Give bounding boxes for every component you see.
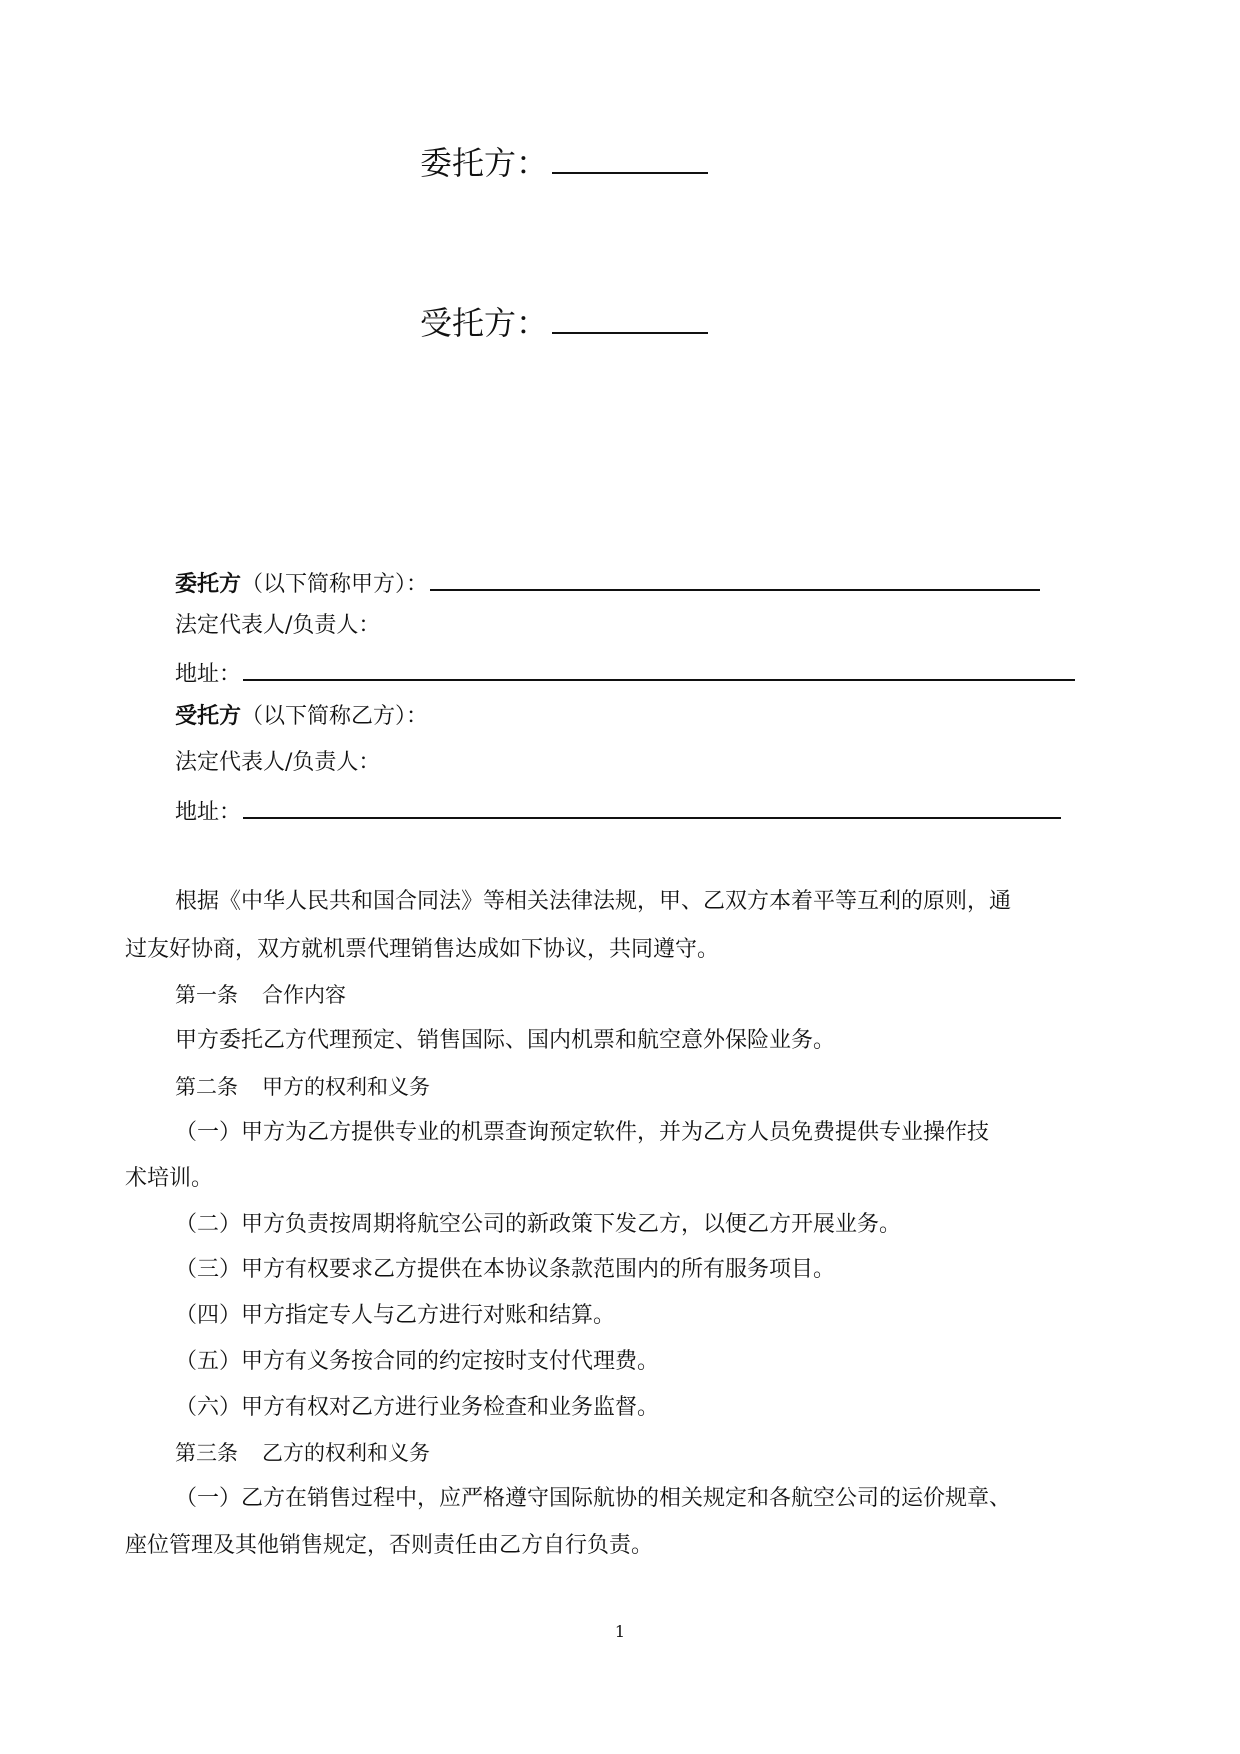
cover-principal-blank — [552, 144, 708, 174]
cover-agent-label: 受托方： — [420, 304, 549, 342]
article-2-number: 第二条 — [175, 1075, 238, 1099]
article-3-item-1-line-1: （一）乙方在销售过程中，应严格遵守国际航协的相关规定和各航空公司的运价规章、 — [175, 1486, 1012, 1511]
article-1-body: 甲方委托乙方代理预定、销售国际、国内机票和航空意外保险业务。 — [175, 1028, 836, 1053]
article-2-heading — [175, 1071, 430, 1103]
party-a-address-line — [175, 655, 1075, 691]
party-b-rep-label: 法定代表人/负责人： — [175, 750, 381, 775]
article-2-item-1-line-1: （一）甲方为乙方提供专业的机票查询预定软件，并为乙方人员免费提供专业操作技 — [175, 1120, 990, 1145]
cover-principal-label: 委托方： — [420, 144, 549, 182]
article-3-heading — [175, 1437, 430, 1469]
article-2-item-2: （二）甲方负责按周期将航空公司的新政策下发乙方，以便乙方开展业务。 — [175, 1212, 902, 1237]
article-1-number: 第一条 — [175, 983, 238, 1007]
party-a-rep-label: 法定代表人/负责人： — [175, 613, 381, 638]
party-b-rep-line — [175, 747, 380, 779]
party-a-address-label: 地址： — [175, 662, 242, 687]
cover-principal-field — [420, 143, 708, 183]
party-b-bold-label: 受托方 — [175, 703, 242, 729]
article-3-number: 第三条 — [175, 1441, 238, 1465]
party-a-line — [175, 565, 1040, 601]
article-1-title: 合作内容 — [262, 983, 346, 1007]
party-a-address-blank — [243, 655, 1075, 681]
party-b-address-label: 地址： — [175, 800, 242, 825]
party-b-label-rest: （以下简称乙方）： — [241, 704, 429, 729]
article-2-item-1-line-2: 术培训。 — [125, 1166, 214, 1191]
article-2-item-5: （五）甲方有义务按合同的约定按时支付代理费。 — [175, 1349, 660, 1374]
party-a-rep-line — [175, 610, 380, 642]
party-a-label-rest: （以下简称甲方）： — [241, 572, 429, 597]
party-b-address-line — [175, 793, 1061, 829]
preamble-line-2: 过友好协商，双方就机票代理销售达成如下协议，共同遵守。 — [125, 937, 720, 962]
cover-agent-blank — [552, 304, 708, 334]
party-a-blank — [430, 565, 1040, 591]
party-b-address-blank — [243, 793, 1061, 819]
article-3-title: 乙方的权利和义务 — [262, 1441, 430, 1465]
party-b-line — [175, 700, 428, 733]
preamble-line-1: 根据《中华人民共和国合同法》等相关法律法规，甲、乙双方本着平等互利的原则，通 — [175, 889, 1012, 914]
cover-agent-field — [420, 303, 708, 343]
article-2-item-4: （四）甲方指定专人与乙方进行对账和结算。 — [175, 1303, 616, 1328]
page-number: 1 — [614, 1622, 626, 1641]
article-2-item-6: （六）甲方有权对乙方进行业务检查和业务监督。 — [175, 1395, 660, 1420]
article-2-item-3: （三）甲方有权要求乙方提供在本协议条款范围内的所有服务项目。 — [175, 1257, 836, 1282]
article-2-title: 甲方的权利和义务 — [262, 1075, 430, 1099]
article-1-heading — [175, 979, 346, 1011]
party-a-bold-label: 委托方 — [175, 571, 242, 597]
article-3-item-1-line-2: 座位管理及其他销售规定，否则责任由乙方自行负责。 — [125, 1533, 654, 1558]
